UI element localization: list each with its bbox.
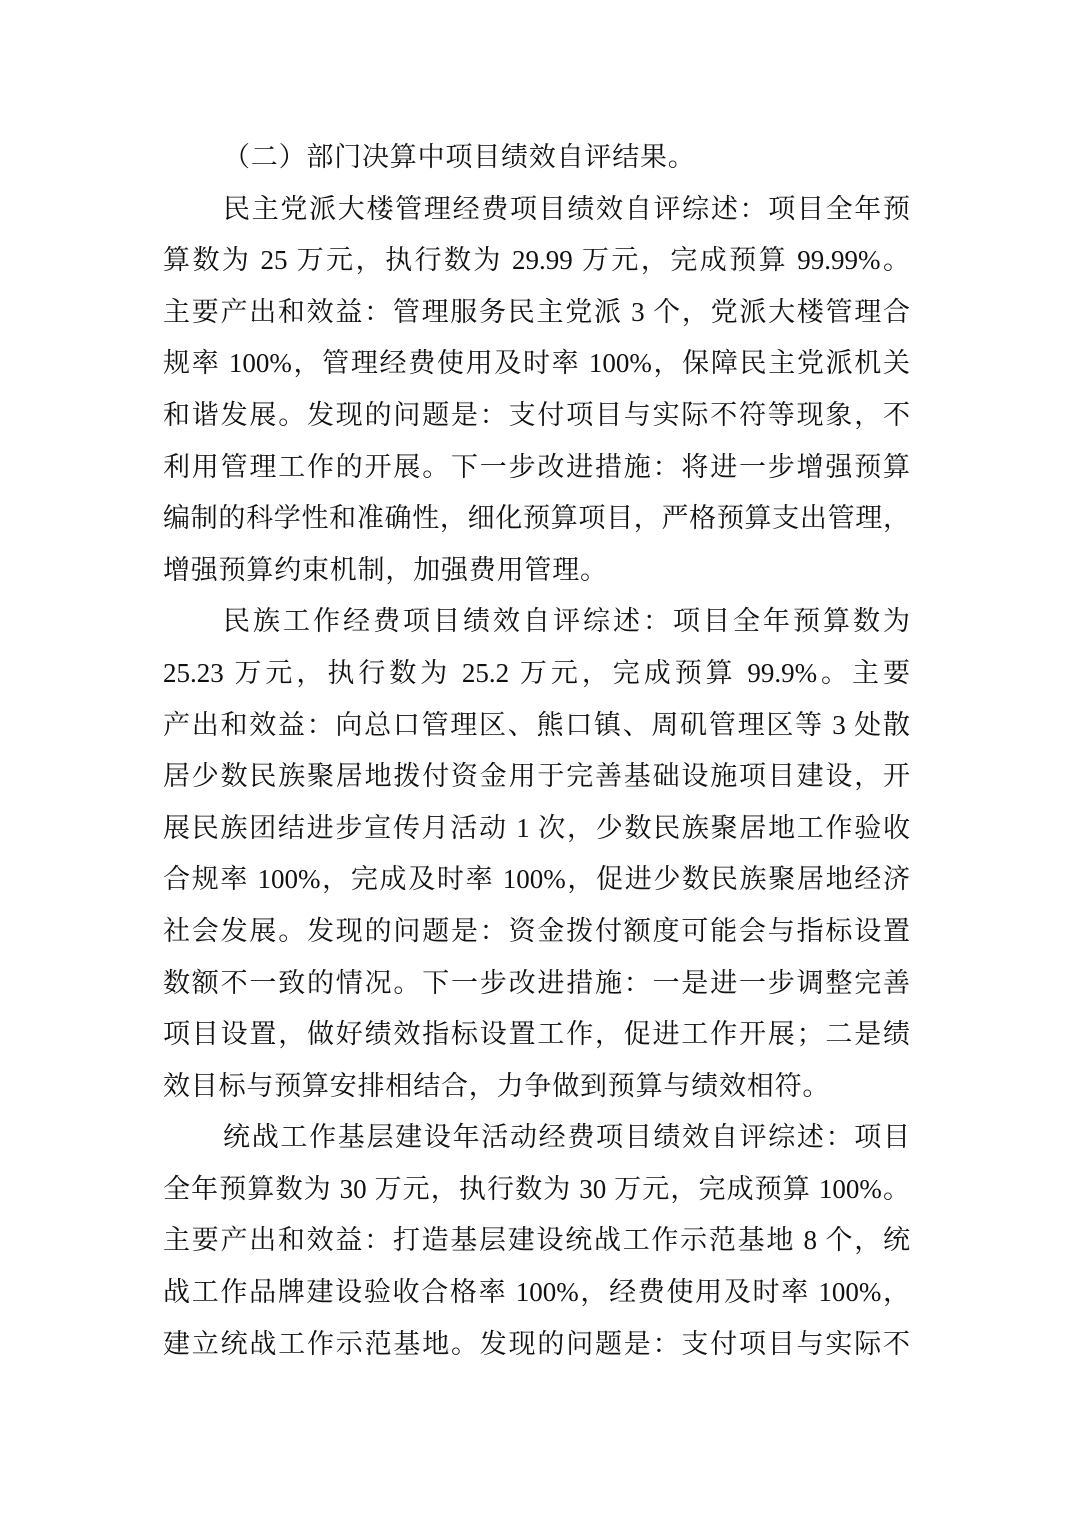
text-line: 利用管理工作的开展。下一步改进措施：将进一步增强预算: [163, 451, 910, 482]
text-line: 主要产出和效益：打造基层建设统战工作示范基地 8 个，统: [163, 1225, 910, 1256]
text-line: 效目标与预算安排相结合，力争做到预算与绩效相符。: [163, 1070, 831, 1101]
text-line: 居少数民族聚居地拨付资金用于完善基础设施项目建设，开: [163, 761, 910, 792]
text-line: 算数为 25 万元，执行数为 29.99 万元，完成预算 99.99%。: [163, 245, 910, 276]
document-body: [163, 132, 910, 1370]
text-line: 社会发展。发现的问题是：资金拨付额度可能会与指标设置: [163, 915, 910, 946]
text-line: 25.23 万元，执行数为 25.2 万元，完成预算 99.9%。主要: [163, 657, 910, 688]
text-line: 产出和效益：向总口管理区、熊口镇、周矶管理区等 3 处散: [163, 709, 910, 740]
text-line: 数额不一致的情况。下一步改进措施：一是进一步调整完善: [163, 967, 910, 998]
text-line: 增强预算约束机制，加强费用管理。: [163, 554, 608, 585]
text-line: 民主党派大楼管理经费项目绩效自评综述：项目全年预: [223, 193, 910, 224]
text-line: 项目设置，做好绩效指标设置工作，促进工作开展；二是绩: [163, 1019, 910, 1050]
paragraph-united-front-grassroots: [163, 1112, 910, 1370]
text-line: 和谐发展。发现的问题是：支付项目与实际不符等现象，不: [163, 399, 910, 430]
section-heading: [163, 132, 910, 184]
text-line: 战工作品牌建设验收合格率 100%，经费使用及时率 100%，: [163, 1277, 910, 1308]
paragraph-ethnic-work: [163, 596, 910, 1112]
heading-text: （二）部门决算中项目绩效自评结果。: [223, 142, 696, 172]
text-line: 民族工作经费项目绩效自评综述：项目全年预算数为: [223, 606, 910, 637]
text-line: 规率 100%，管理经费使用及时率 100%，保障民主党派机关: [163, 348, 910, 379]
paragraph-democratic-parties-building: [163, 184, 910, 597]
text-line: 合规率 100%，完成及时率 100%，促进少数民族聚居地经济: [163, 864, 910, 895]
text-line: 建立统战工作示范基地。发现的问题是：支付项目与实际不: [163, 1328, 910, 1359]
text-line: 展民族团结进步宣传月活动 1 次，少数民族聚居地工作验收: [163, 812, 910, 843]
text-line: 编制的科学性和准确性，细化预算项目，严格预算支出管理，: [163, 503, 910, 534]
text-line: 统战工作基层建设年活动经费项目绩效自评综述：项目: [223, 1122, 910, 1153]
text-line: 全年预算数为 30 万元，执行数为 30 万元，完成预算 100%。: [163, 1173, 910, 1204]
text-line: 主要产出和效益：管理服务民主党派 3 个，党派大楼管理合: [163, 296, 910, 327]
